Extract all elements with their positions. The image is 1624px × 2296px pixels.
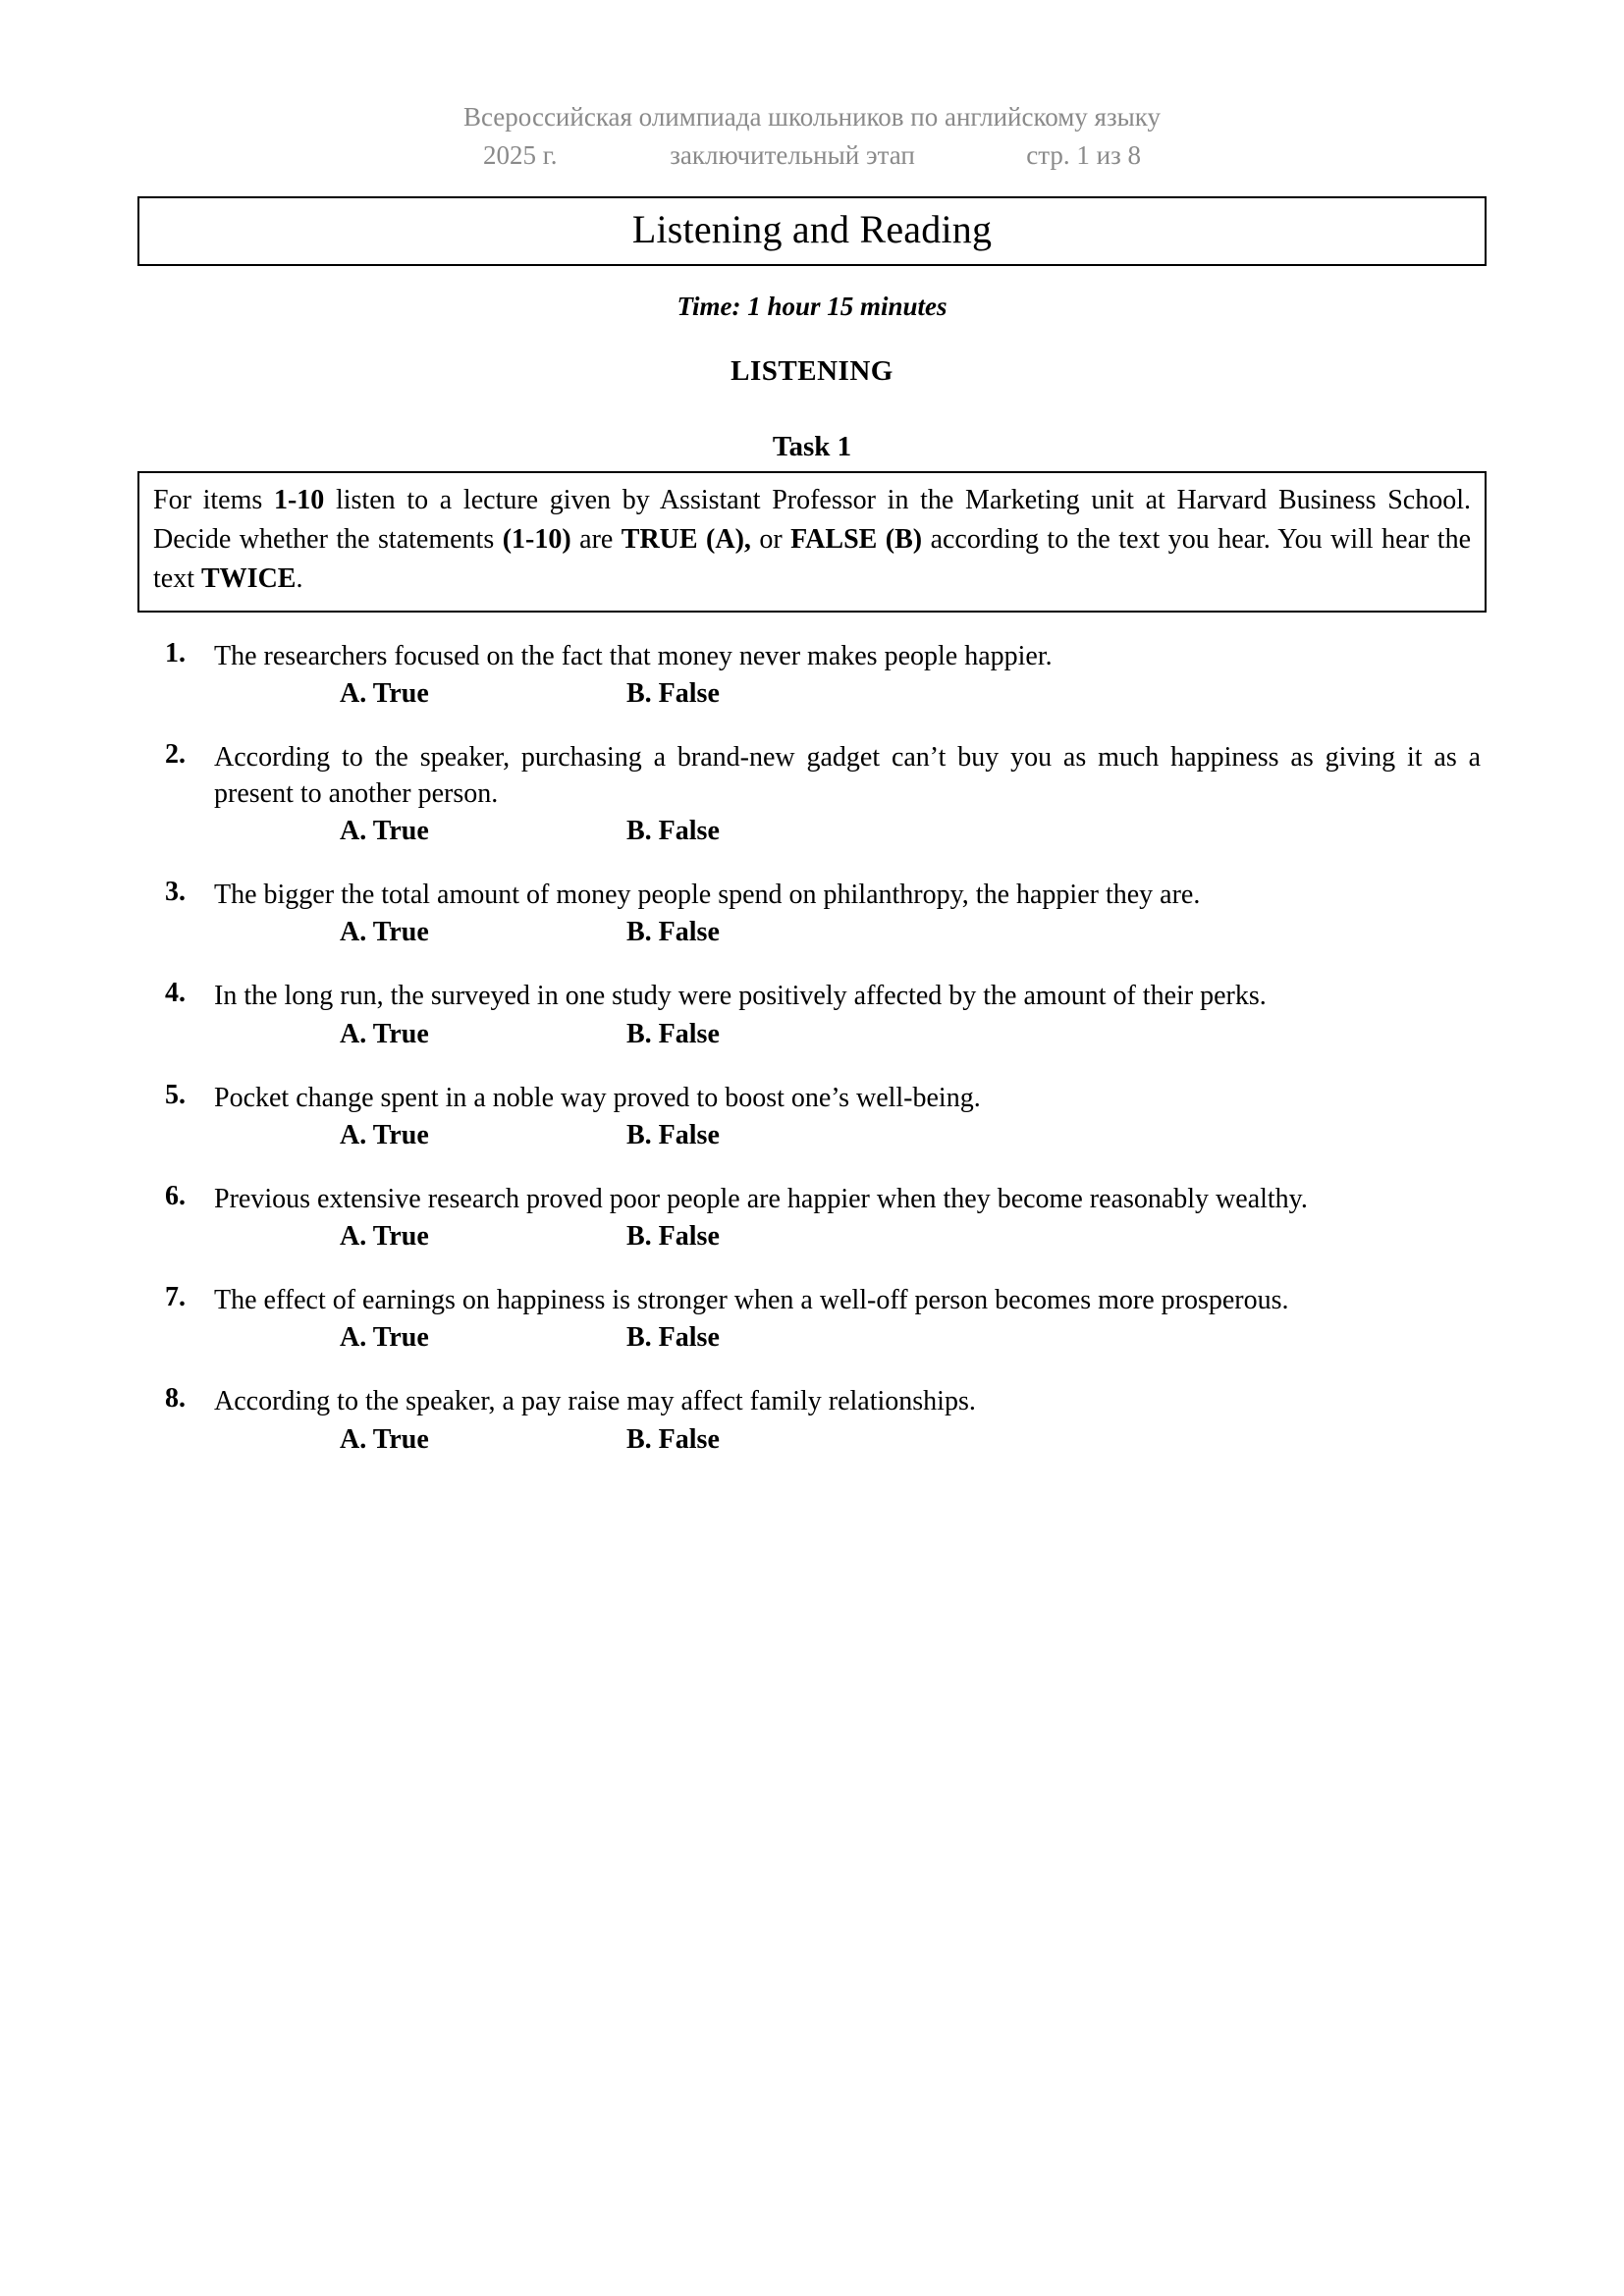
section-heading: LISTENING xyxy=(731,355,893,388)
header-year: 2025 г. xyxy=(483,140,558,171)
question-text: Pocket change spent in a noble way proved to boost one’s well-being. xyxy=(214,1082,981,1113)
page-title: Listening and Reading xyxy=(631,207,993,252)
rubric-segment: (1-10) xyxy=(502,524,571,556)
rubric-segment: TWICE xyxy=(201,562,297,594)
question-text: The researchers focused on the fact that money never makes people happier. xyxy=(214,640,1053,671)
question-text: The effect of earnings on happiness is stronger when a well-off person becomes more prosperous. xyxy=(214,1285,1289,1316)
answer-options xyxy=(214,1322,1487,1354)
option-false[interactable]: B. False xyxy=(626,1221,720,1253)
question-text: In the long run, the surveyed in one study were positively affected by the amount of their perks. xyxy=(214,981,1267,1012)
question-item xyxy=(137,638,1487,710)
option-true[interactable]: A. True xyxy=(340,917,429,948)
rubric-segment: . xyxy=(296,562,303,594)
rubric-segment: listen to a lecture given by Assistant Professor in the Marketing unit at Harvard Business School. Decide whether the statements xyxy=(153,485,1471,556)
option-false[interactable]: B. False xyxy=(626,1322,720,1354)
option-false[interactable]: B. False xyxy=(626,1018,720,1049)
question-number: 7. xyxy=(165,1282,186,1313)
rubric-segment: For items xyxy=(153,485,274,516)
question-text: According to the speaker, purchasing a brand-new gadget can’t buy you as much happiness as giving it as a present to another person. xyxy=(214,741,1481,809)
option-true[interactable]: A. True xyxy=(340,1119,429,1150)
question-item xyxy=(137,978,1487,1049)
option-false[interactable]: B. False xyxy=(626,1423,720,1455)
document-title-box xyxy=(137,196,1487,266)
answer-options xyxy=(214,1424,1487,1456)
answer-options xyxy=(214,816,1487,847)
option-true[interactable]: A. True xyxy=(340,1018,429,1049)
question-item xyxy=(137,1282,1487,1354)
question-text: According to the speaker, a pay raise may affect family relationships. xyxy=(214,1386,976,1417)
question-number: 6. xyxy=(165,1180,186,1211)
question-number: 4. xyxy=(165,978,186,1009)
option-true[interactable]: A. True xyxy=(340,1322,429,1354)
question-item xyxy=(137,1383,1487,1455)
question-number: 2. xyxy=(165,738,186,770)
header-stage: заключительный этап xyxy=(670,140,915,171)
header-title-line: Всероссийская олимпиада школьников по английскому языку xyxy=(462,102,1162,132)
question-item xyxy=(137,877,1487,948)
task-instructions xyxy=(137,471,1487,612)
answer-options xyxy=(214,917,1487,948)
question-text: The bigger the total amount of money people spend on philanthropy, the happier they are. xyxy=(214,880,1201,911)
question-number: 8. xyxy=(165,1383,186,1415)
page-header xyxy=(137,98,1487,175)
question-item xyxy=(137,1181,1487,1253)
question-list xyxy=(137,638,1487,1456)
option-false[interactable]: B. False xyxy=(626,816,720,847)
answer-options xyxy=(214,678,1487,710)
question-number: 3. xyxy=(165,877,186,908)
option-true[interactable]: A. True xyxy=(340,1423,429,1455)
option-false[interactable]: B. False xyxy=(626,677,720,709)
rubric-segment: are xyxy=(570,524,622,556)
rubric-segment: 1-10 xyxy=(273,485,325,516)
option-true[interactable]: A. True xyxy=(340,1221,429,1253)
rubric-segment: TRUE (A), xyxy=(621,524,751,556)
option-false[interactable]: B. False xyxy=(626,1119,720,1150)
option-true[interactable]: A. True xyxy=(340,816,429,847)
rubric-segment: FALSE (B) xyxy=(790,524,923,556)
option-true[interactable]: A. True xyxy=(340,677,429,709)
question-number: 5. xyxy=(165,1079,186,1110)
answer-options xyxy=(214,1120,1487,1151)
rubric-segment: or xyxy=(750,524,791,556)
rubric-segment: according to the text you hear. You will hear the text xyxy=(153,524,1471,594)
question-number: 1. xyxy=(165,637,186,668)
question-item xyxy=(137,739,1487,847)
time-allowance: Time: 1 hour 15 minutes xyxy=(677,292,947,322)
question-item xyxy=(137,1080,1487,1151)
task-heading: Task 1 xyxy=(772,431,852,463)
header-meta-line xyxy=(137,136,1487,175)
answer-options xyxy=(214,1019,1487,1050)
header-page-number: стр. 1 из 8 xyxy=(1026,140,1141,171)
answer-options xyxy=(214,1221,1487,1253)
question-text: Previous extensive research proved poor people are happier when they become reasonably wealthy. xyxy=(214,1183,1308,1214)
option-false[interactable]: B. False xyxy=(626,917,720,948)
